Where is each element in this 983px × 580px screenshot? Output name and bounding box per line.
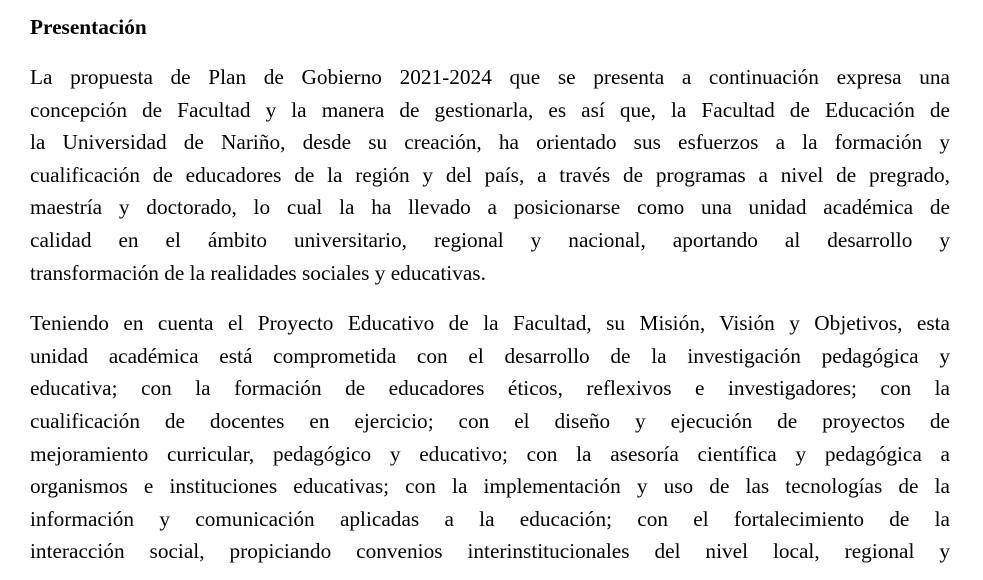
paragraph-line: maestría y doctorado, lo cual la ha llevado a posicionarse como una unidad académica de bbox=[30, 195, 950, 220]
paragraph-spacer bbox=[30, 289, 950, 307]
paragraph-line: cualificación de docentes en ejercicio; con el diseño y ejecución de proyectos de bbox=[30, 408, 950, 433]
paragraph-line: información y comunicación aplicadas a la educación; con el fortalecimiento de la bbox=[30, 506, 950, 531]
document-page bbox=[30, 12, 950, 568]
paragraph-line: transformación de la realidades sociales y educativas. bbox=[30, 260, 486, 285]
paragraph-line: mejoramiento curricular, pedagógico y educativo; con la asesoría científica y pedagógica a bbox=[30, 441, 950, 466]
paragraph-line: unidad académica está comprometida con el desarrollo de la investigación pedagógica y bbox=[30, 343, 950, 368]
paragraph-line: educativa; con la formación de educadores éticos, reflexivos e investigadores; con la bbox=[30, 376, 950, 401]
paragraph-line: calidad en el ámbito universitario, regional y nacional, aportando al desarrollo y bbox=[30, 227, 950, 252]
paragraph-line: interacción social, propiciando convenios interinstitucionales del nivel local, regional y bbox=[30, 539, 950, 564]
paragraph-line: Teniendo en cuenta el Proyecto Educativo de la Facultad, su Misión, Visión y Objetivos, esta bbox=[30, 311, 950, 336]
paragraph-1 bbox=[30, 61, 950, 289]
paragraph-line: cualificación de educadores de la región y del país, a través de programas a nivel de pregrado, bbox=[30, 162, 950, 187]
paragraph-line: organismos e instituciones educativas; con la implementación y uso de las tecnologías de la bbox=[30, 474, 950, 499]
paragraph-line: concepción de Facultad y la manera de gestionarla, es así que, la Facultad de Educación de bbox=[30, 97, 950, 122]
paragraph-line: La propuesta de Plan de Gobierno 2021-2024 que se presenta a continuación expresa una bbox=[30, 65, 950, 89]
paragraph-line: la Universidad de Nariño, desde su creación, ha orientado sus esfuerzos a la formación y bbox=[30, 130, 950, 155]
section-heading: Presentación bbox=[30, 15, 147, 39]
paragraph-2 bbox=[30, 307, 950, 568]
